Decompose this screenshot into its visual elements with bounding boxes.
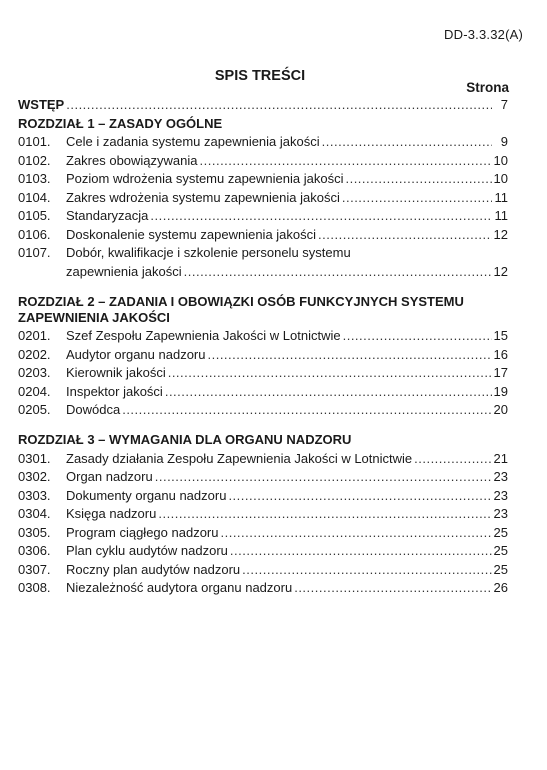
toc-entry[interactable] bbox=[18, 488, 508, 504]
toc-entry-page: 11 bbox=[494, 189, 508, 205]
dot-leader bbox=[345, 171, 491, 187]
dot-leader bbox=[343, 328, 492, 344]
page-column-label: Strona bbox=[466, 80, 509, 95]
toc-entry-number: 0305. bbox=[18, 524, 51, 540]
dot-leader bbox=[318, 227, 492, 243]
toc-entry-label: Szef Zespołu Zapewnienia Jakości w Lotnictwie bbox=[66, 328, 341, 343]
dot-leader bbox=[158, 506, 491, 522]
toc-entry[interactable] bbox=[18, 525, 508, 541]
toc-entry-number: 0202. bbox=[18, 346, 51, 362]
chapter-title-line: ZAPEWNIENIA JAKOŚCI bbox=[18, 309, 170, 325]
toc-entry-number: 0302. bbox=[18, 469, 51, 484]
toc-entry-page: 25 bbox=[493, 543, 508, 558]
toc-entry[interactable] bbox=[18, 402, 508, 418]
toc-entry-number: 0104. bbox=[18, 189, 51, 205]
toc-entry-page: 10 bbox=[493, 152, 508, 168]
table-of-contents bbox=[18, 97, 508, 599]
toc-entry-label: Doskonalenie systemu zapewnienia jakości bbox=[66, 226, 317, 242]
toc-entry-page: 10 bbox=[493, 171, 508, 186]
chapter-heading-3[interactable] bbox=[18, 432, 508, 448]
toc-entry-number: 0107. bbox=[18, 245, 51, 260]
dot-leader bbox=[228, 488, 491, 504]
dot-leader bbox=[150, 208, 492, 224]
toc-entry[interactable] bbox=[18, 153, 508, 169]
toc-entry[interactable] bbox=[18, 227, 508, 243]
toc-entry[interactable] bbox=[18, 506, 508, 522]
toc-entry-page: 9 bbox=[500, 134, 508, 149]
toc-entry-continuation[interactable] bbox=[18, 264, 508, 280]
toc-entry-label: WSTĘP bbox=[18, 97, 65, 112]
toc-entry-number: 0106. bbox=[18, 226, 51, 242]
toc-entry-page: 21 bbox=[493, 450, 508, 466]
toc-entry[interactable] bbox=[18, 190, 508, 206]
toc-entry-page: 7 bbox=[500, 97, 508, 112]
toc-entry-number: 0307. bbox=[18, 561, 51, 577]
toc-entry-label: Roczny plan audytów nadzoru bbox=[66, 561, 241, 577]
toc-entry-number: 0301. bbox=[18, 450, 51, 466]
toc-entry-number: 0205. bbox=[18, 402, 51, 417]
toc-entry-number: 0102. bbox=[18, 152, 51, 168]
toc-entry-page: 23 bbox=[493, 487, 508, 503]
toc-entry[interactable] bbox=[18, 469, 508, 485]
dot-leader bbox=[342, 190, 492, 206]
toc-entry-number: 0201. bbox=[18, 328, 51, 343]
dot-leader bbox=[165, 384, 492, 400]
toc-entry-page: 19 bbox=[493, 383, 508, 399]
chapter-title-line: ROZDZIAŁ 1 – ZASADY OGÓLNE bbox=[18, 115, 223, 131]
page-title: SPIS TREŚCI bbox=[214, 68, 306, 84]
toc-entry-label: Audytor organu nadzoru bbox=[66, 346, 206, 362]
dot-leader bbox=[168, 365, 492, 381]
toc-entry-label: Dokumenty organu nadzoru bbox=[66, 487, 227, 503]
toc-entry-intro[interactable] bbox=[18, 97, 508, 113]
toc-entry-label: Dowódca bbox=[66, 402, 121, 417]
toc-entry[interactable] bbox=[18, 134, 508, 150]
toc-entry-label: Standaryzacja bbox=[66, 208, 149, 223]
toc-entry[interactable] bbox=[18, 543, 508, 559]
toc-entry-label: Księga nadzoru bbox=[66, 506, 157, 521]
dot-leader bbox=[322, 134, 492, 150]
toc-entry[interactable] bbox=[18, 562, 508, 578]
toc-entry-label: Kierownik jakości bbox=[66, 365, 166, 380]
toc-entry-page: 25 bbox=[493, 524, 508, 540]
toc-entry-page: 23 bbox=[493, 469, 508, 484]
toc-entry-number: 0304. bbox=[18, 506, 51, 521]
toc-entry-label: zapewnienia jakości bbox=[66, 263, 182, 279]
toc-entry-label: Cele i zadania systemu zapewnienia jakości bbox=[66, 134, 320, 149]
toc-entry-label: Poziom wdrożenia systemu zapewnienia jakości bbox=[66, 171, 344, 186]
dot-leader bbox=[200, 153, 492, 169]
toc-entry-page: 15 bbox=[493, 328, 508, 343]
toc-entry-page: 20 bbox=[493, 402, 508, 417]
toc-entry-label: Dobór, kwalifikacje i szkolenie personelu systemu bbox=[66, 245, 351, 260]
dot-leader bbox=[230, 543, 492, 559]
toc-entry-page: 12 bbox=[493, 226, 508, 242]
chapter-heading-2[interactable] bbox=[18, 294, 508, 326]
toc-entry-number: 0103. bbox=[18, 171, 51, 186]
toc-entry-label: Zakres obowiązywania bbox=[66, 152, 198, 168]
toc-entry[interactable] bbox=[18, 365, 508, 381]
toc-entry-label: Organ nadzoru bbox=[66, 469, 153, 484]
toc-entry-label: Niezależność audytora organu nadzoru bbox=[66, 580, 293, 595]
toc-entry[interactable] bbox=[18, 580, 508, 596]
toc-entry[interactable] bbox=[18, 347, 508, 363]
toc-entry-number: 0204. bbox=[18, 383, 51, 399]
toc-entry[interactable] bbox=[18, 208, 508, 224]
toc-entry-number: 0306. bbox=[18, 543, 51, 558]
toc-entry-label: Plan cyklu audytów nadzoru bbox=[66, 543, 228, 558]
dot-leader bbox=[242, 562, 491, 578]
chapter-title-line: ROZDZIAŁ 3 – WYMAGANIA DLA ORGANU NADZORU bbox=[18, 432, 352, 447]
toc-entry-number: 0303. bbox=[18, 487, 51, 503]
dot-leader bbox=[155, 469, 492, 485]
toc-entry-label: Program ciągłego nadzoru bbox=[66, 524, 219, 540]
toc-entry-number: 0203. bbox=[18, 365, 51, 380]
dot-leader bbox=[122, 402, 491, 418]
dot-leader bbox=[66, 97, 492, 113]
dot-leader bbox=[294, 580, 491, 596]
toc-entry[interactable] bbox=[18, 451, 508, 467]
toc-entry-label: Zasady działania Zespołu Zapewnienia Jakości w Lotnictwie bbox=[66, 450, 413, 466]
toc-entry[interactable] bbox=[18, 245, 508, 261]
toc-entry-label: Zakres wdrożenia systemu zapewnienia jakości bbox=[66, 189, 340, 205]
toc-entry-number: 0101. bbox=[18, 134, 51, 149]
toc-entry-label: Inspektor jakości bbox=[66, 383, 163, 399]
toc-entry-page: 26 bbox=[493, 580, 508, 595]
dot-leader bbox=[184, 264, 492, 280]
dot-leader bbox=[414, 451, 491, 467]
dot-leader bbox=[207, 347, 491, 363]
chapter-title-line: ROZDZIAŁ 2 – ZADANIA I OBOWIĄZKI OSÓB FUNKCYJNYCH SYSTEMU bbox=[18, 293, 464, 309]
toc-entry[interactable] bbox=[18, 171, 508, 187]
dot-leader bbox=[220, 525, 491, 541]
toc-entry-number: 0308. bbox=[18, 580, 51, 595]
toc-entry-number: 0105. bbox=[18, 208, 51, 223]
toc-entry-page: 12 bbox=[493, 263, 508, 279]
document-code: DD-3.3.32(A) bbox=[444, 27, 523, 42]
toc-entry-page: 17 bbox=[493, 365, 508, 380]
toc-entry-page: 25 bbox=[493, 561, 508, 577]
toc-entry-page: 16 bbox=[493, 346, 508, 362]
toc-entry-page: 11 bbox=[494, 208, 508, 223]
toc-entry[interactable] bbox=[18, 328, 508, 344]
toc-entry-page: 23 bbox=[493, 506, 508, 521]
chapter-heading-1[interactable] bbox=[18, 116, 508, 132]
toc-entry[interactable] bbox=[18, 384, 508, 400]
